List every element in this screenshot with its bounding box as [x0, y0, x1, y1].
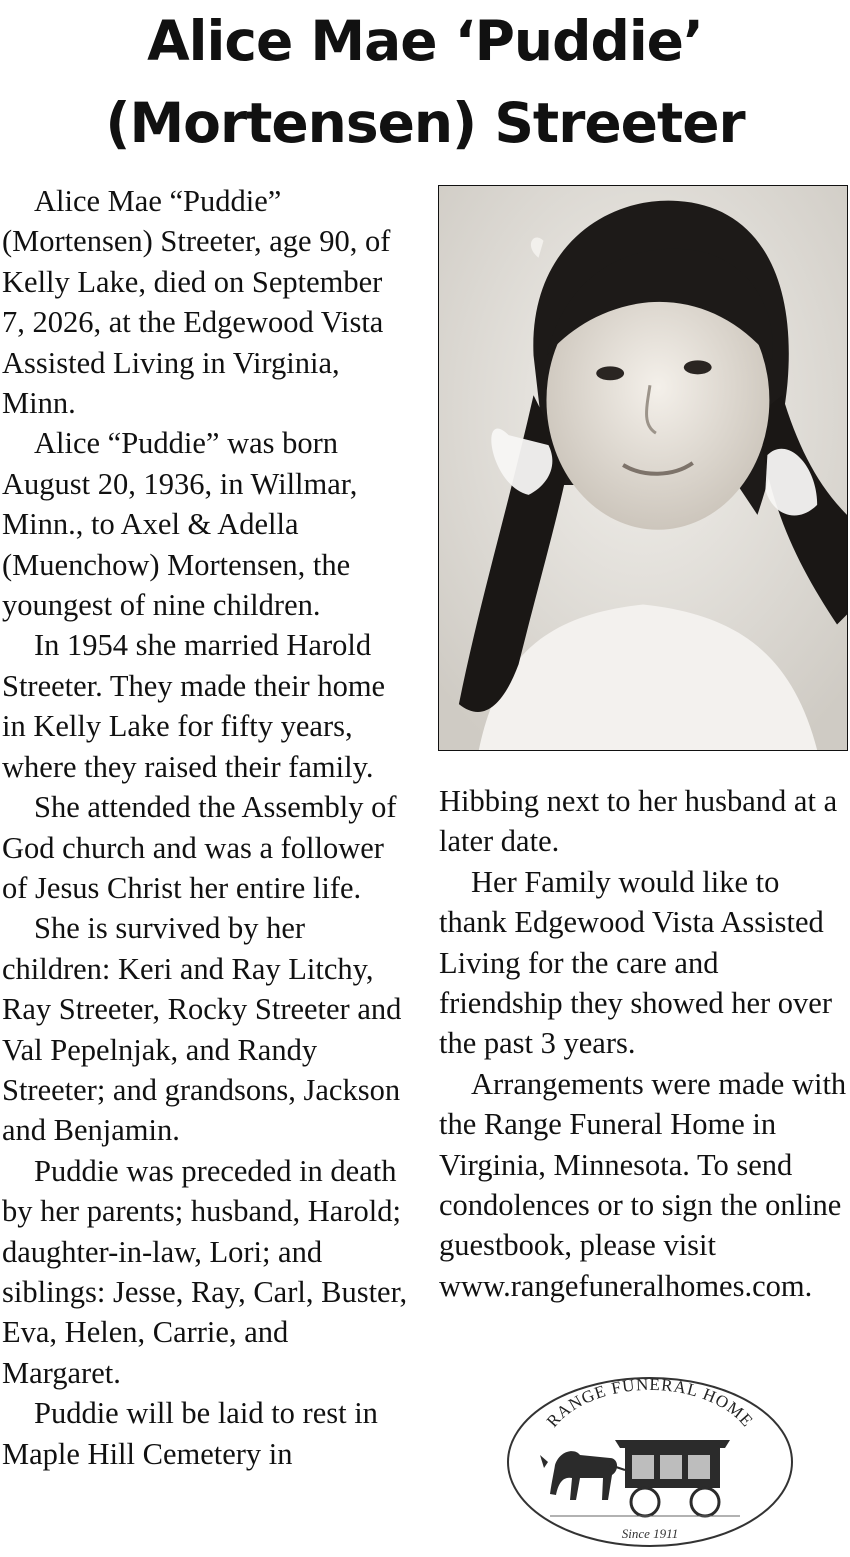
paragraph-birth: Alice “Puddie” was born August 20, 1936, in Willmar, Minn., to Axel & Adella (Muenchow) Mortensen, the youngest of nine children. — [2, 426, 358, 623]
paragraph-survivors: She is survived by her children: Keri and Ray Litchy, Ray Streeter, Rocky Streeter and Val Pepelnjak, and Randy Streeter; and grandsons, Jackson and Benjamin. — [2, 911, 402, 1148]
title-line-1: Alice Mae ‘Puddie’ — [147, 9, 703, 73]
paragraph-arrangements: Arrangements were made with the Range Funeral Home in Virginia, Minnesota. To send condolences or to sign the online guestbook, please visit www.rangefuneralhomes.com. — [439, 1066, 847, 1303]
svg-text:RANGE FUNERAL HOME: RANGE FUNERAL HOME — [542, 1374, 758, 1431]
paragraph-death: Alice Mae “Puddie” (Mortensen) Streeter, age 90, of Kelly Lake, died on September 7, 2026, at the Edgewood Vista Assisted Living in Virginia, Minn. — [2, 184, 391, 421]
obituary-title — [0, 0, 850, 164]
paragraph-preceded: Puddie was preceded in death by her parents; husband, Harold; daughter-in-law, Lori; and siblings: Jesse, Ray, Carl, Buster, Eva, Helen, Carrie, and Margaret. — [2, 1153, 408, 1390]
title-line-2: (Mortensen) Streeter — [105, 91, 745, 155]
left-column — [2, 181, 412, 1474]
horse-drawn-hearse-icon — [500, 1360, 800, 1550]
portrait-photo — [438, 185, 848, 751]
logo-since-text: Since 1911 — [621, 1526, 679, 1541]
paragraph-burial: Puddie will be laid to rest in Maple Hill Cemetery in — [2, 1396, 378, 1471]
right-column — [439, 781, 849, 1306]
portrait-photo-icon — [439, 186, 847, 750]
paragraph-faith: She attended the Assembly of God church and was a follower of Jesus Christ her entire life. — [2, 790, 397, 905]
paragraph-thanks: Her Family would like to thank Edgewood Vista Assisted Living for the care and friendship they showed her over the past 3 years. — [439, 864, 833, 1061]
funeral-home-logo — [500, 1360, 800, 1550]
paragraph-marriage: In 1954 she married Harold Streeter. They made their home in Kelly Lake for fifty years, where they raised their family. — [2, 628, 386, 784]
paragraph-burial-continued: Hibbing next to her husband at a later date. — [439, 784, 838, 859]
